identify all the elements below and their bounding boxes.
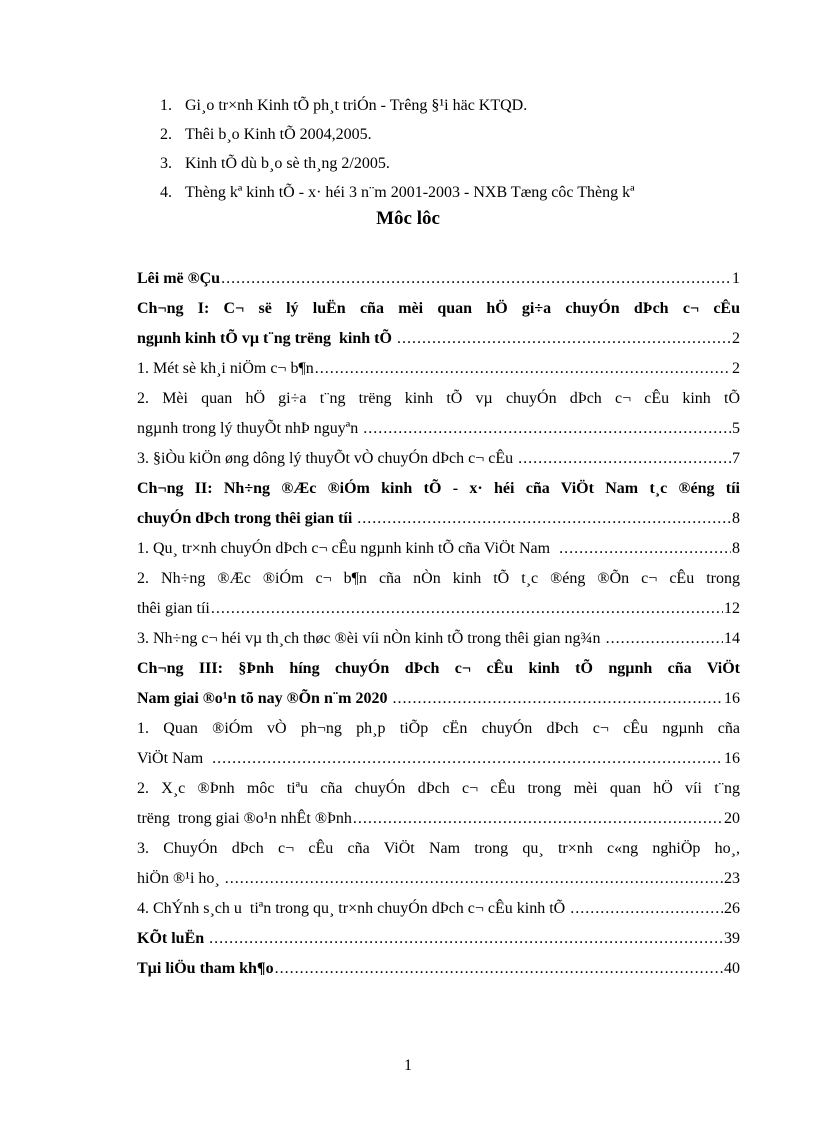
toc-entry-text: 1. Qu¸ tr×nh chuyÓn dÞch c¬ cÊu ngµnh kinh tÕ cña ViÖt Nam — [137, 540, 559, 557]
toc-entry-line — [137, 628, 740, 650]
toc-entry-text: 4. ChÝnh s¸ch u tiªn trong qu¸ tr×nh chuyÓn dÞch c¬ cÊu kinh tÕ — [137, 900, 570, 917]
dot-leader — [393, 688, 724, 710]
toc-page-number: 40 — [724, 960, 740, 977]
reference-number: 2. — [160, 126, 172, 143]
toc-entry-text: 1. Mét sè kh¸i niÖm c¬ b¶n — [137, 360, 314, 377]
toc-entry-text: thêi gian tíi — [137, 600, 210, 617]
toc-page-number: 7 — [732, 450, 740, 467]
toc-entry-text: 2. Mèi quan hÖ gi÷a t¨ng trëng kinh tÕ vµ chuyÓn dÞch c¬ cÊu kinh tÕ — [137, 390, 740, 407]
toc-entry-text: ngµnh trong lý thuyÕt nhÞ nguyªn — [137, 420, 363, 437]
reference-text: Kinh tÕ dù b¸o sè th¸ng 2/2005. — [185, 155, 390, 172]
toc-page-number: 5 — [732, 420, 740, 437]
toc-entry-line — [137, 268, 740, 290]
dot-leader — [363, 418, 731, 440]
toc-page-number: 16 — [724, 750, 740, 767]
toc-entry-line — [137, 808, 740, 830]
toc-entry-text: trëng trong giai ®o¹n nhÊt ®Þnh — [137, 810, 352, 827]
toc-entry-line — [137, 448, 740, 470]
reference-number: 3. — [160, 155, 172, 172]
toc-entry-text: 3. ChuyÓn dÞch c¬ cÊu cña ViÖt Nam trong qu¸ tr×nh c«ng nghiÖp ho¸, — [137, 840, 740, 857]
toc-entry-line — [137, 928, 740, 950]
reference-item — [160, 125, 635, 154]
toc-entry-line — [137, 598, 740, 620]
toc-entry-text: 1. Quan ®iÓm vÒ ph¬ng ph¸p tiÕp cËn chuyÓn dÞch c¬ cÊu ngµnh cña — [137, 720, 740, 737]
dot-leader — [275, 958, 723, 980]
toc-entry-line — [137, 418, 740, 440]
toc-entry-text: 3. §iÒu kiÖn øng dông lý thuyÕt vÒ chuyÓn dÞch c¬ cÊu — [137, 450, 518, 467]
toc-entry-line — [137, 898, 740, 920]
toc-page-number: 1 — [732, 270, 740, 287]
toc-entry-line — [137, 958, 740, 980]
dot-leader — [209, 928, 723, 950]
reference-text: Thèng kª kinh tÕ - x· héi 3 n¨m 2001-2003 - NXB Tæng côc Thèng kª — [185, 184, 635, 201]
dot-leader — [518, 448, 731, 470]
toc-entry-text: Ch¬ng III: §Þnh híng chuyÓn dÞch c¬ cÊu kinh tÕ ngµnh cña ViÖt — [137, 660, 740, 677]
toc-entry-text: chuyÓn dÞch trong thêi gian tíi — [137, 510, 357, 527]
toc-entry-line — [137, 868, 740, 890]
reference-number: 4. — [160, 184, 172, 201]
dot-leader — [315, 358, 731, 380]
toc-entry-line — [137, 748, 740, 770]
toc-page-number: 23 — [724, 870, 740, 887]
dot-leader — [225, 868, 723, 890]
toc-entry-text: hiÖn ®¹i ho¸ — [137, 870, 224, 887]
toc-entry-line — [137, 328, 740, 350]
toc-entry-line — [137, 358, 740, 380]
toc-entry-text: ViÖt Nam — [137, 750, 212, 767]
reference-item — [160, 96, 635, 125]
toc-entry-text: 2. X¸c ®Þnh môc tiªu cña chuyÓn dÞch c¬ cÊu trong mèi quan hÖ víi t¨ng — [137, 780, 740, 797]
reference-text: Thêi b¸o Kinh tÕ 2004,2005. — [185, 126, 372, 143]
toc-entry-text: 2. Nh÷ng ®Æc ®iÓm c¬ b¶n cña nÒn kinh tÕ t¸c ®éng ®Õn c¬ cÊu trong — [137, 570, 740, 587]
toc-page-number: 8 — [732, 540, 740, 557]
toc-page-number: 20 — [724, 810, 740, 827]
toc-page-number: 2 — [732, 360, 740, 377]
toc-page-number: 14 — [724, 630, 740, 647]
page-number: 1 — [404, 1057, 412, 1074]
toc-entry-text: Nam giai ®o¹n tõ nay ®Õn n¨m 2020 — [137, 690, 392, 707]
toc-entry-line — [137, 538, 740, 560]
toc-page-number: 16 — [724, 690, 740, 707]
dot-leader — [212, 748, 723, 770]
reference-item — [160, 154, 635, 183]
reference-number: 1. — [160, 97, 172, 114]
dot-leader — [606, 628, 723, 650]
toc-entry-line — [137, 688, 740, 710]
toc-page-number: 8 — [732, 510, 740, 527]
dot-leader — [397, 328, 731, 350]
dot-leader — [357, 508, 731, 530]
toc-entry-line — [137, 508, 740, 530]
toc-entry-text: ngµnh kinh tÕ vµ t¨ng trëng kinh tÕ — [137, 330, 396, 347]
toc-entry-text: Lêi më ®Çu — [137, 270, 221, 287]
dot-leader — [570, 898, 723, 920]
toc-entry-text: Ch¬ng II: Nh÷ng ®Æc ®iÓm kinh tÕ - x· héi cña ViÖt Nam t¸c ®éng tíi — [137, 480, 740, 497]
dot-leader — [353, 808, 723, 830]
toc-page-number: 39 — [724, 930, 740, 947]
toc-entry-text: Tµi liÖu tham kh¶o — [137, 960, 274, 977]
toc-page-number: 26 — [724, 900, 740, 917]
reference-list — [160, 96, 635, 212]
toc-entry-text: 3. Nh÷ng c¬ héi vµ th¸ch thøc ®èi víi nÒn kinh tÕ trong thêi gian ng¾n — [137, 630, 605, 647]
toc-entry-text: KÕt luËn — [137, 930, 209, 947]
toc-title: Môc lôc — [376, 208, 440, 229]
dot-leader — [559, 538, 731, 560]
toc-entry-text: Ch¬ng I: C¬ së lý luËn cña mèi quan hÖ gi÷a chuyÓn dÞch c¬ cÊu — [137, 300, 740, 317]
dot-leader — [221, 268, 731, 290]
dot-leader — [211, 598, 723, 620]
reference-text: Gi¸o tr×nh Kinh tÕ ph¸t triÓn - Trêng §¹i häc KTQD. — [185, 97, 528, 114]
toc-page-number: 12 — [724, 600, 740, 617]
toc-page-number: 2 — [732, 330, 740, 347]
